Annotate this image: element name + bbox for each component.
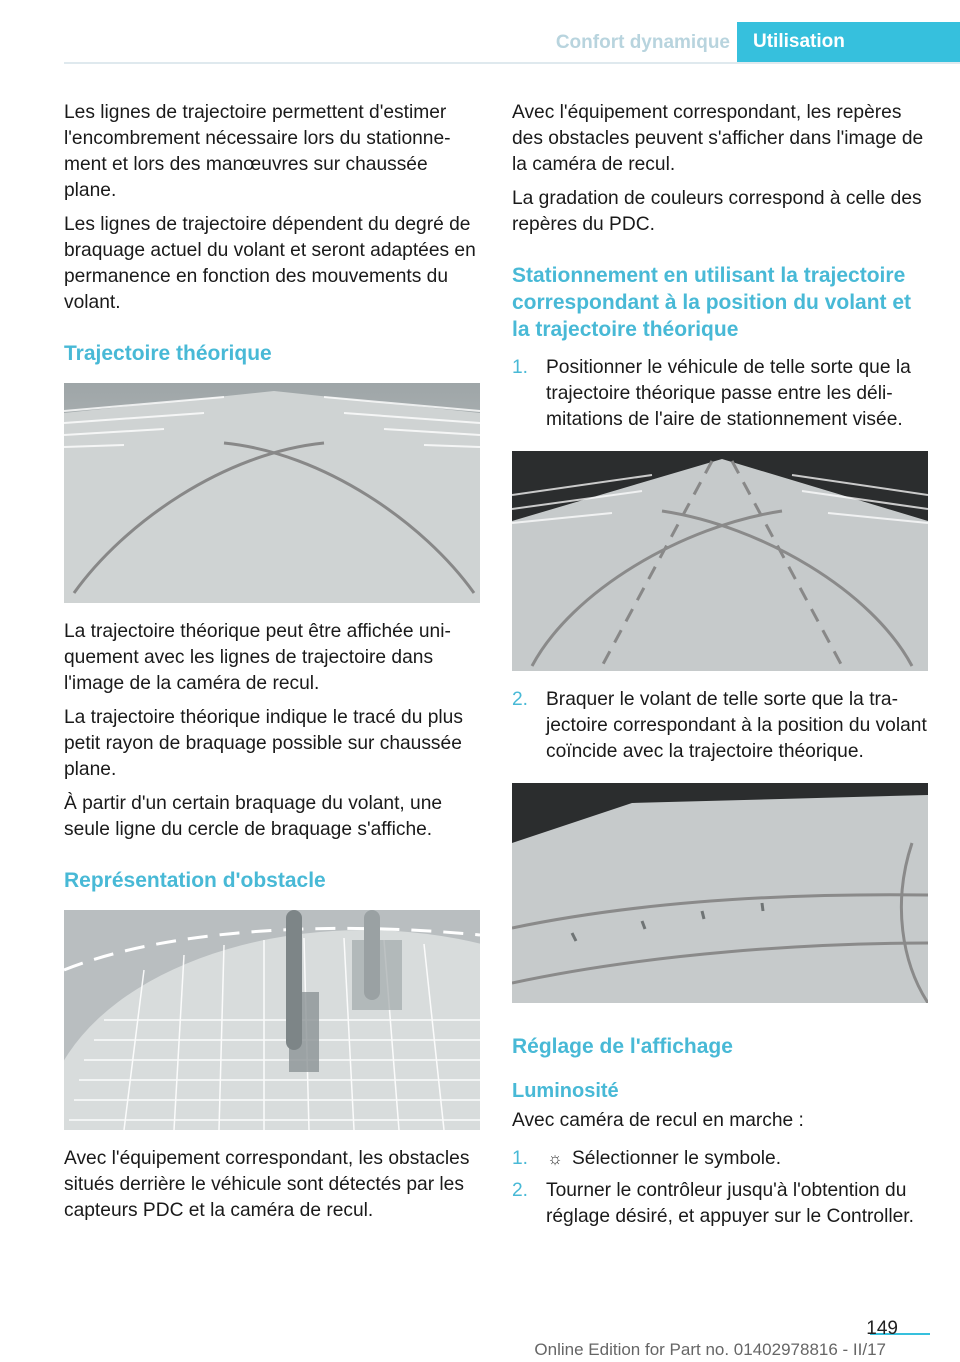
step-text: Tourner le contrôleur jusqu'à l'obtention du réglage désiré, et appuyer sur le Controller. [546, 1180, 914, 1227]
paragraph: Avec caméra de recul en marche : [512, 1110, 804, 1131]
paragraph: La trajectoire théorique peut être affichée uniquement avec les lignes de trajectoire dans l'image de la caméra de recul. [64, 621, 451, 694]
step-number: 1. [512, 357, 529, 378]
header-section-title: Confort dynamique [555, 32, 730, 53]
steps-list-2 [512, 687, 930, 765]
list-item [512, 1178, 930, 1230]
list-item [512, 355, 930, 433]
step-text: Braquer le volant de telle sorte que la trajectoire correspondant à la position du volant coïncide avec la trajectoire théorique. [546, 689, 927, 762]
paragraph: À partir d'un certain braquage du volant, une seule ligne du cercle de braquage s'affiche. [64, 793, 443, 840]
left-column [64, 100, 482, 1232]
image-trajectoire-theorique [64, 383, 480, 603]
paragraph: La trajectoire théorique indique le tracé du plus petit rayon de braquage possible sur chaussée plane. [64, 707, 463, 780]
list-item [512, 687, 930, 765]
heading-luminosite: Luminosité [512, 1080, 619, 1102]
sun-icon: ☼ [547, 1149, 563, 1168]
edition-note: Online Edition for Part no. 01402978816 - II/17 [534, 1340, 886, 1359]
image-representation-obstacle [64, 910, 480, 1130]
header-chapter-tab [737, 22, 960, 62]
paragraph: Les lignes de trajectoire dépendent du degré de braquage actuel du volant et seront adaptées en permanence en fonction des mouvements du volant. [64, 214, 476, 313]
step-text: Sélectionner le symbole. [572, 1148, 782, 1169]
list-item [512, 1146, 930, 1172]
right-column [512, 100, 930, 1236]
paragraph: Avec l'équipement correspondant, les obstacles situés derrière le véhicule sont détectés par les capteurs PDC et la caméra de recul. [64, 1148, 470, 1221]
image-trajectoire-stationnement [512, 451, 928, 671]
steps-list-3 [512, 1146, 930, 1230]
step-number: 2. [512, 689, 529, 710]
header-rule [64, 62, 960, 64]
heading-representation-obstacle: Représentation d'obstacle [64, 869, 326, 892]
paragraph: La gradation de couleurs correspond à celle des repères du PDC. [512, 188, 922, 235]
paragraph: Avec l'équipement correspondant, les repères des obstacles peuvent s'afficher dans l'image de la caméra de recul. [512, 102, 924, 175]
heading-trajectoire-theorique: Trajectoire théorique [64, 342, 272, 365]
step-number: 1. [512, 1148, 529, 1169]
step-number: 2. [512, 1180, 529, 1201]
paragraph: Les lignes de trajectoire permettent d'estimer l'encombrement nécessaire lors du stationnement et lors des manœuvres sur chaussée plane. [64, 102, 451, 201]
step-text: Positionner le véhicule de telle sorte que la trajectoire théorique passe entre les délimitations de l'aire de stationnement visée. [546, 357, 911, 430]
heading-reglage-affichage: Réglage de l'affichage [512, 1035, 733, 1058]
steps-list-1 [512, 355, 930, 433]
image-trajectoire-coincidence [512, 783, 928, 1003]
page-number: 149 [866, 1318, 898, 1339]
heading-stationnement: Stationnement en utilisant la trajectoire correspondant à la position du volant et la trajectoire théorique [512, 264, 912, 341]
header-chapter-label: Utilisation [753, 31, 845, 52]
